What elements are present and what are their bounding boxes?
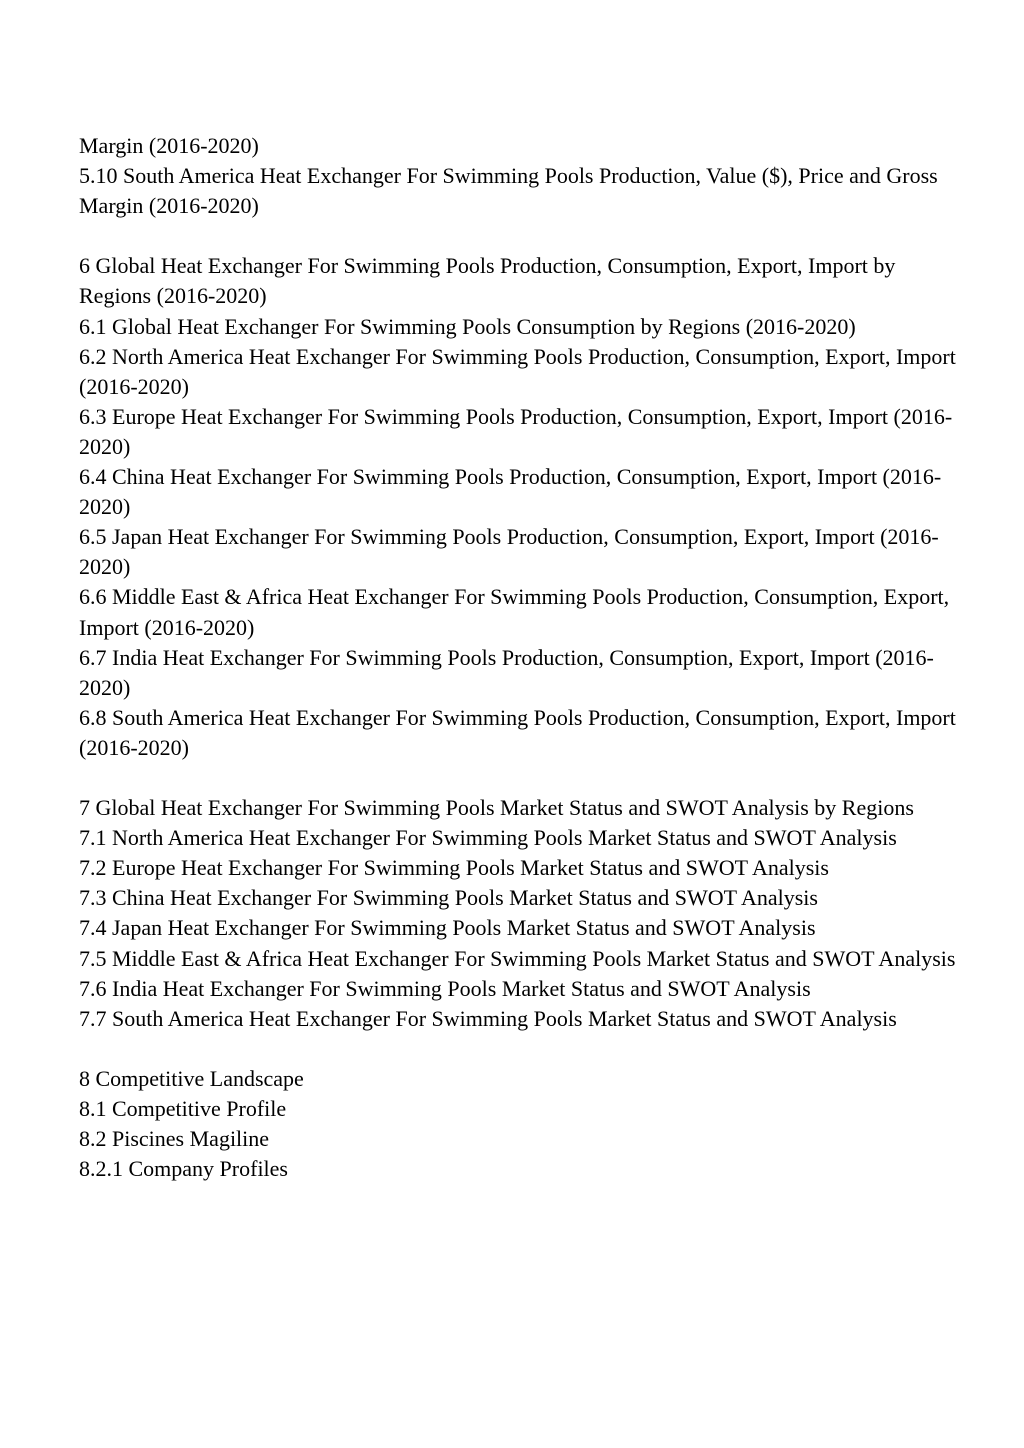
toc-entry: Margin (2016-2020) — [79, 133, 259, 158]
toc-entry: 6.8 South America Heat Exchanger For Swimming Pools Production, Consumption, Export, Import (2016-2020) — [79, 704, 956, 760]
toc-entry: 8.1 Competitive Profile — [79, 1096, 287, 1121]
toc-entry: 6.2 North America Heat Exchanger For Swimming Pools Production, Consumption, Export, Import (2016-2020) — [79, 343, 956, 399]
toc-entry: 6.7 India Heat Exchanger For Swimming Pools Production, Consumption, Export, Import (2016-2020) — [79, 644, 934, 700]
toc-entry: 7.7 South America Heat Exchanger For Swimming Pools Market Status and SWOT Analysis — [79, 1005, 897, 1031]
toc-entry: 7.6 India Heat Exchanger For Swimming Pools Market Status and SWOT Analysis — [79, 975, 811, 1001]
toc-entry: 6.1 Global Heat Exchanger For Swimming Pools Consumption by Regions (2016-2020) — [79, 313, 856, 339]
toc-entry: 5.10 South America Heat Exchanger For Swimming Pools Production, Value ($), Price and Gross Margin (2016-2020) — [79, 163, 938, 219]
toc-entry: 6.3 Europe Heat Exchanger For Swimming Pools Production, Consumption, Export, Import (2016-2020) — [79, 403, 953, 459]
toc-entry: 6.6 Middle East & Africa Heat Exchanger For Swimming Pools Production, Consumption, Export, Import (2016-2020) — [79, 584, 950, 640]
toc-section-6 — [79, 251, 959, 763]
toc-heading: 6 Global Heat Exchanger For Swimming Pools Production, Consumption, Export, Import by Regions (2016-2020) — [79, 253, 896, 309]
toc-entry: 7.4 Japan Heat Exchanger For Swimming Pools Market Status and SWOT Analysis — [79, 915, 816, 941]
toc-section-5-continued — [79, 131, 959, 221]
toc-entry: 8.2 Piscines Magiline — [79, 1126, 270, 1152]
table-of-contents — [79, 131, 959, 1184]
toc-entry: 7.3 China Heat Exchanger For Swimming Pools Market Status and SWOT Analysis — [79, 885, 818, 911]
toc-heading: 7 Global Heat Exchanger For Swimming Pools Market Status and SWOT Analysis by Regions — [79, 795, 914, 821]
toc-entry: 7.5 Middle East & Africa Heat Exchanger For Swimming Pools Market Status and SWOT Analysis — [79, 945, 956, 971]
toc-heading: 8 Competitive Landscape — [79, 1065, 304, 1091]
toc-section-7 — [79, 793, 959, 1034]
toc-entry: 8.2.1 Company Profiles — [79, 1156, 288, 1182]
toc-entry: 6.5 Japan Heat Exchanger For Swimming Pools Production, Consumption, Export, Import (2016-2020) — [79, 524, 939, 580]
toc-section-8 — [79, 1064, 959, 1184]
toc-entry: 7.1 North America Heat Exchanger For Swimming Pools Market Status and SWOT Analysis — [79, 825, 897, 851]
toc-entry: 6.4 China Heat Exchanger For Swimming Pools Production, Consumption, Export, Import (2016-2020) — [79, 464, 942, 520]
toc-entry: 7.2 Europe Heat Exchanger For Swimming Pools Market Status and SWOT Analysis — [79, 855, 829, 881]
